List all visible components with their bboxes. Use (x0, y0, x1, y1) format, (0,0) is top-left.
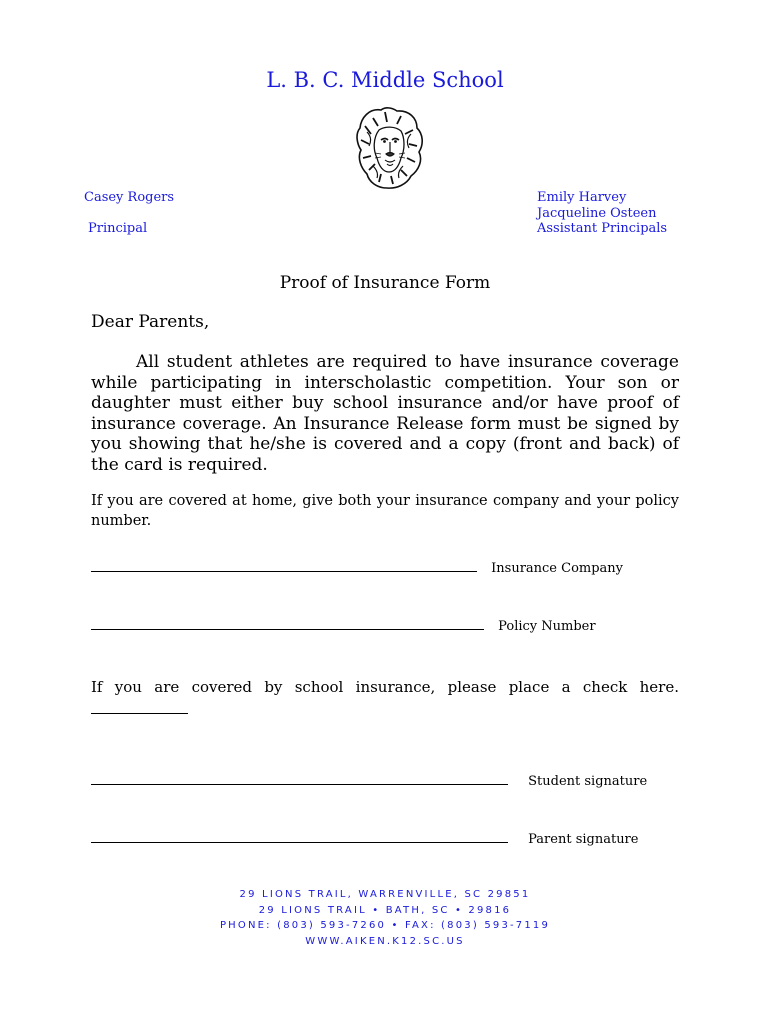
body-paragraph: All student athletes are required to have insurance coverage while participating in interscholastic competition. Your son or daughter must either buy school insurance and/or have proof of insurance coverage. An Insurance Release form must be signed by you showing that he/she is covered and a copy (front and back) of the card is required. (91, 352, 679, 475)
assistant-principals-title: Assistant Principals (537, 221, 668, 236)
student-signature-row (91, 774, 647, 789)
footer-website: WWW.AIKEN.K12.SC.US (305, 936, 465, 947)
assistant-principal-1: Emily Harvey (537, 190, 627, 205)
footer-address-2: 29 LIONS TRAIL • BATH, SC • 29816 (258, 905, 512, 916)
parent-signature-label: Parent signature (528, 832, 639, 847)
student-signature-label: Student signature (528, 774, 648, 789)
insurance-company-row (91, 561, 623, 576)
form-title: Proof of Insurance Form (279, 273, 491, 293)
footer-address-1: 29 LIONS TRAIL, WARRENVILLE, SC 29851 (239, 889, 531, 900)
school-insurance-check-field[interactable] (91, 703, 188, 714)
assistant-principals-block (537, 190, 667, 237)
principal-name: Casey Rogers (84, 190, 175, 205)
principal-title: Principal (88, 221, 148, 236)
insurance-company-field[interactable] (91, 561, 477, 572)
policy-number-field[interactable] (91, 619, 484, 630)
policy-number-label: Policy Number (498, 619, 596, 634)
school-insurance-instructions: If you are covered by school insurance, please place a check here. (91, 678, 679, 696)
student-signature-field[interactable] (91, 774, 508, 785)
insurance-company-label: Insurance Company (491, 561, 624, 576)
lion-head-icon (351, 104, 425, 190)
covered-at-home-instructions: If you are covered at home, give both your insurance company and your policy number. (91, 493, 679, 529)
footer-phone-fax: PHONE: (803) 593-7260 • FAX: (803) 593-7119 (219, 920, 551, 931)
parent-signature-field[interactable] (91, 832, 508, 843)
policy-number-row (91, 619, 596, 634)
school-name: L. B. C. Middle School (266, 68, 504, 92)
salutation: Dear Parents, (91, 312, 210, 332)
assistant-principal-2: Jacqueline Osteen (537, 205, 657, 221)
parent-signature-row (91, 832, 638, 847)
